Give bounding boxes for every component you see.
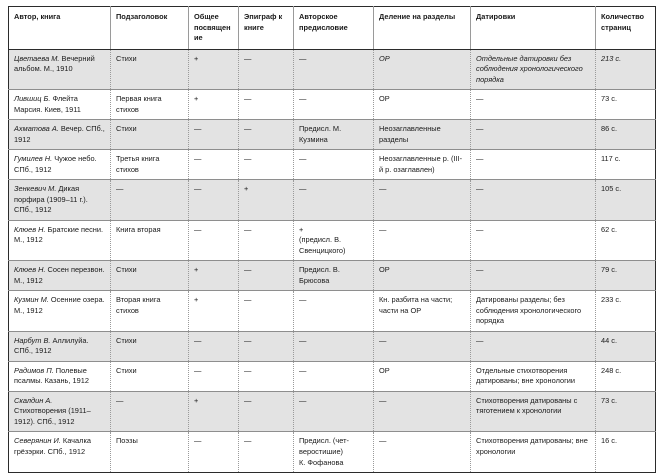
cell-epigraph: — — [239, 261, 294, 291]
cell-dedication: — — [189, 180, 239, 221]
book-title: Аллилуйа. СПб., 1912 — [14, 335, 89, 356]
column-header-pages: Количество страниц — [596, 7, 656, 50]
cell-sections: Неозаглавленные разделы — [374, 120, 471, 150]
cell-pages: 233 с. — [596, 291, 656, 332]
cell-line: + — [299, 224, 304, 234]
table-row — [9, 180, 656, 221]
cell-preface: — — [294, 180, 374, 221]
cell-sections: ОР — [374, 361, 471, 391]
cell-pages: 73 с. — [596, 391, 656, 432]
cell-dedication: — — [189, 150, 239, 180]
cell-subtitle: Стихи — [111, 120, 189, 150]
cell-pages: 16 с. — [596, 432, 656, 473]
cell-epigraph: — — [239, 331, 294, 361]
cell-pages: 117 с. — [596, 150, 656, 180]
book-title: Вечерний альбом. М., 1910 — [14, 53, 95, 74]
cell-line: (предисл. В. — [299, 235, 342, 245]
table-row — [9, 120, 656, 150]
author-name: Кузмин М. — [14, 295, 49, 305]
cell-preface: Предисл. В. Брюсова — [294, 261, 374, 291]
cell-preface: — — [294, 331, 374, 361]
table-row — [9, 331, 656, 361]
cell-preface: — — [294, 150, 374, 180]
cell-preface: — — [294, 391, 374, 432]
cell-author-book — [9, 120, 111, 150]
cell-datings: Датированы разделы; без соблюдения хронологического порядка — [471, 291, 596, 332]
cell-sections: ОР — [374, 90, 471, 120]
cell-author-book — [9, 361, 111, 391]
cell-preface: — — [294, 90, 374, 120]
author-name: Клюев Н. — [14, 224, 46, 234]
cell-sections: ОР — [374, 261, 471, 291]
cell-epigraph: — — [239, 90, 294, 120]
books-table — [8, 6, 656, 473]
cell-author-book — [9, 49, 111, 90]
cell-epigraph: — — [239, 49, 294, 90]
author-name: Радимов П. — [14, 365, 54, 375]
cell-subtitle: Поэзы — [111, 432, 189, 473]
cell-datings: — — [471, 220, 596, 261]
cell-line: Предисл. (чет- — [299, 436, 349, 446]
cell-subtitle: Стихи — [111, 361, 189, 391]
column-header-subtitle: Подзаголовок — [111, 7, 189, 50]
cell-line: К. Фофанова — [299, 457, 344, 467]
cell-datings: Стихотворения датированы с тяготением к хронологии — [471, 391, 596, 432]
cell-pages: 248 с. — [596, 361, 656, 391]
book-title: Вечер. СПб., 1912 — [14, 124, 105, 144]
column-header-epigraph: Эпиграф к книге — [239, 7, 294, 50]
cell-epigraph: — — [239, 432, 294, 473]
cell-datings: Отдельные датировки без соблюдения хронологического порядка — [471, 49, 596, 90]
cell-pages: 73 с. — [596, 90, 656, 120]
table-row — [9, 90, 656, 120]
book-title: Полевые псалмы. Казань, 1912 — [14, 365, 89, 386]
book-title: Дикая порфира (1909–11 г.). СПб., 1912 — [14, 184, 88, 215]
table-row — [9, 49, 656, 90]
book-title: Осенние озера. М., 1912 — [14, 295, 105, 315]
table-row — [9, 391, 656, 432]
book-title: Качалка грёзэрки. СПб., 1912 — [14, 436, 91, 456]
author-name: Нарбут В. — [14, 335, 51, 345]
cell-dedication: — — [189, 432, 239, 473]
cell-author-book — [9, 90, 111, 120]
book-title: Флейта Марсия. Киев, 1911 — [14, 94, 81, 114]
book-title: Сосен перезвон. М., 1912 — [14, 265, 105, 285]
cell-epigraph: — — [239, 220, 294, 261]
cell-datings: — — [471, 90, 596, 120]
cell-epigraph: — — [239, 120, 294, 150]
cell-epigraph: + — [239, 180, 294, 221]
cell-line: Свенцицкого) — [299, 245, 346, 255]
cell-dedication: + — [189, 391, 239, 432]
table-row — [9, 432, 656, 473]
cell-dedication: + — [189, 49, 239, 90]
author-name: Цветаева М. — [14, 53, 60, 63]
cell-subtitle: Стихи — [111, 261, 189, 291]
cell-dedication: — — [189, 331, 239, 361]
column-header-author-book: Автор, книга — [9, 7, 111, 50]
table-row — [9, 150, 656, 180]
cell-preface: — — [294, 361, 374, 391]
cell-sections: ОР — [374, 49, 471, 90]
author-name: Гумилев Н. — [14, 154, 53, 164]
cell-subtitle: — — [111, 391, 189, 432]
header-row — [9, 7, 656, 50]
cell-preface: — — [294, 291, 374, 332]
cell-pages: 105 с. — [596, 180, 656, 221]
cell-datings: — — [471, 120, 596, 150]
cell-preface: Предисл. М. Кузмина — [294, 120, 374, 150]
cell-author-book — [9, 220, 111, 261]
cell-author-book — [9, 432, 111, 473]
cell-dedication: + — [189, 261, 239, 291]
cell-datings: — — [471, 180, 596, 221]
cell-author-book — [9, 180, 111, 221]
cell-author-book — [9, 331, 111, 361]
cell-subtitle: Вторая книга стихов — [111, 291, 189, 332]
cell-author-book — [9, 150, 111, 180]
cell-datings: — — [471, 150, 596, 180]
cell-sections: — — [374, 391, 471, 432]
cell-author-book — [9, 261, 111, 291]
cell-sections: — — [374, 432, 471, 473]
cell-preface: — — [294, 49, 374, 90]
author-name: Клюев Н. — [14, 265, 46, 275]
table-row — [9, 220, 656, 261]
cell-preface — [294, 432, 374, 473]
column-header-dedication: Общее посвящение — [189, 7, 239, 50]
book-title: Братские песни. М., 1912 — [14, 224, 104, 245]
cell-pages: 62 с. — [596, 220, 656, 261]
author-name: Северянин И. — [14, 436, 61, 446]
table-row — [9, 291, 656, 332]
cell-subtitle: Стихи — [111, 331, 189, 361]
author-name: Лившиц Б. — [14, 94, 51, 104]
cell-pages: 79 с. — [596, 261, 656, 291]
book-title: Чужое небо. СПб., 1912 — [14, 154, 97, 174]
cell-sections: — — [374, 180, 471, 221]
cell-subtitle: Стихи — [111, 49, 189, 90]
cell-datings: Отдельные стихотворения датированы; вне хронологии — [471, 361, 596, 391]
cell-pages: 44 с. — [596, 331, 656, 361]
author-name: Скалдин А. — [14, 395, 53, 405]
cell-line: веростишие) — [299, 446, 344, 456]
cell-subtitle: Третья книга стихов — [111, 150, 189, 180]
cell-subtitle: Первая книга стихов — [111, 90, 189, 120]
cell-sections: Кн. разбита на части; части на ОР — [374, 291, 471, 332]
cell-sections: Неозаглавленные р. (III-й р. озаглавлен) — [374, 150, 471, 180]
cell-epigraph: — — [239, 361, 294, 391]
cell-datings: — — [471, 331, 596, 361]
cell-dedication: + — [189, 90, 239, 120]
cell-pages: 86 с. — [596, 120, 656, 150]
table-row — [9, 261, 656, 291]
column-header-datings: Датировки — [471, 7, 596, 50]
cell-preface — [294, 220, 374, 261]
cell-dedication: — — [189, 120, 239, 150]
cell-epigraph: — — [239, 150, 294, 180]
column-header-sections: Деление на разделы — [374, 7, 471, 50]
author-name: Зенкевич М. — [14, 184, 57, 194]
table-row — [9, 361, 656, 391]
cell-author-book — [9, 391, 111, 432]
cell-datings: — — [471, 261, 596, 291]
column-header-preface: Авторское предисловие — [294, 7, 374, 50]
cell-pages: 213 с. — [596, 49, 656, 90]
cell-subtitle: — — [111, 180, 189, 221]
cell-sections: — — [374, 220, 471, 261]
cell-dedication: + — [189, 291, 239, 332]
cell-subtitle: Книга вторая — [111, 220, 189, 261]
cell-dedication: — — [189, 220, 239, 261]
author-name: Ахматова А. — [14, 124, 59, 134]
table-header — [9, 7, 656, 50]
cell-author-book — [9, 291, 111, 332]
book-title: Стихотворения (1911–1912). СПб., 1912 — [14, 406, 91, 426]
cell-epigraph: — — [239, 391, 294, 432]
cell-epigraph: — — [239, 291, 294, 332]
cell-sections: — — [374, 331, 471, 361]
cell-datings: Стихотворения датированы; вне хронологии — [471, 432, 596, 473]
table-body — [9, 49, 656, 472]
cell-dedication: — — [189, 361, 239, 391]
